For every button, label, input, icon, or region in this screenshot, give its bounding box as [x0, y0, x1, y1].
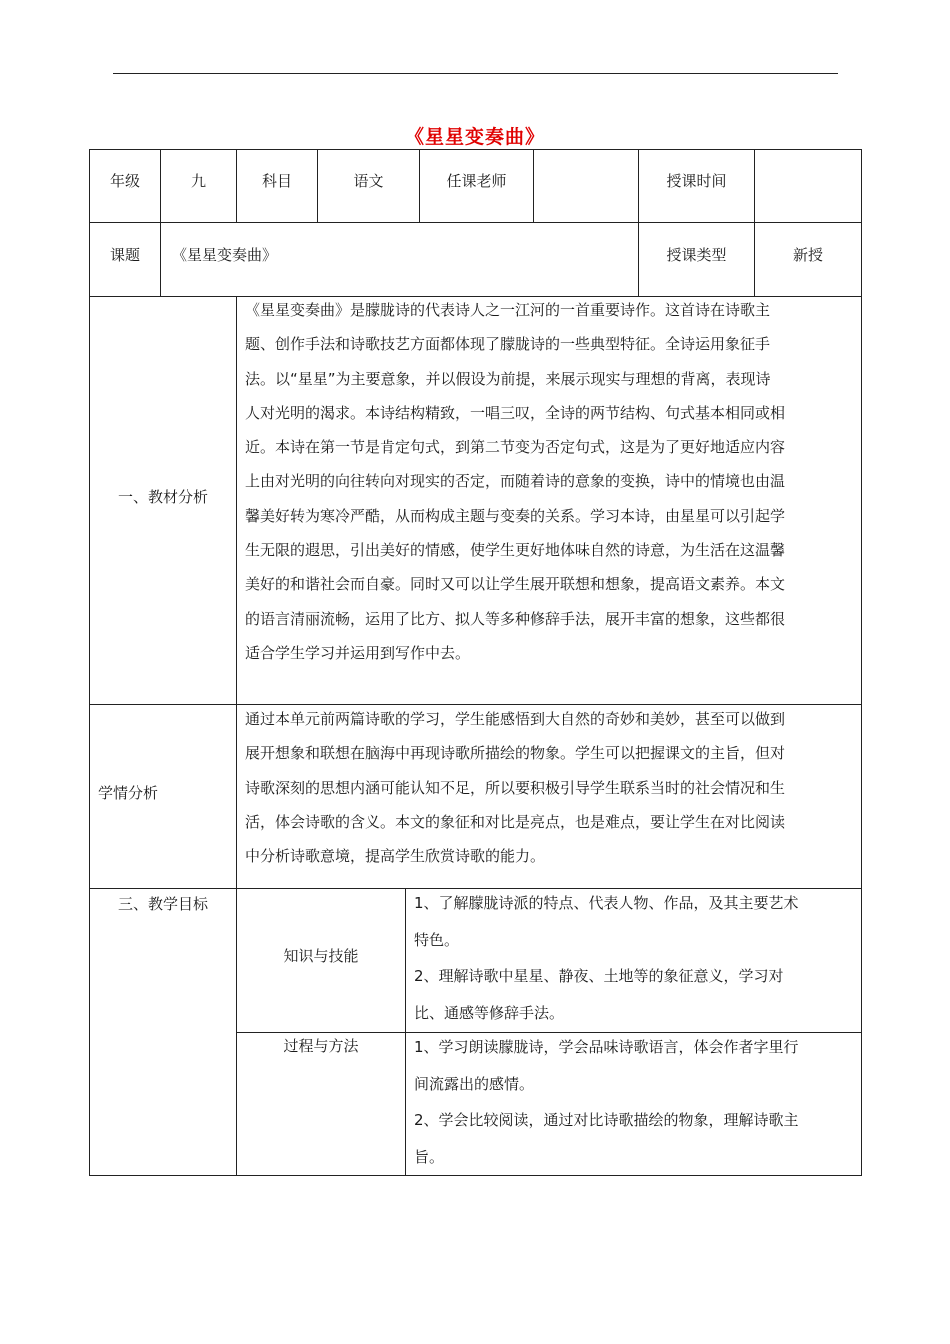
teaching-goals-label: 三、教学目标	[117, 895, 208, 913]
process-methods-text: 1、学习朗读朦胧诗，学会品味诗歌语言，体会作者字里行 间流露出的感情。 2、学会比较阅读，通过对比诗歌描绘的物象，理解诗歌主 旨。	[414, 1038, 799, 1166]
material-analysis-text: 《星星变奏曲》是朦胧诗的代表诗人之一江河的一首重要诗作。这首诗在诗歌主 题、创作手法和诗歌技艺方面都体现了朦胧诗的一些典型特征。全诗运用象征手 法。以“星星”为主要意象，并以假设为前提，来展示现实与理想的背离，表现诗 人对光明的渴求。本诗结构精致，一唱三叹，全诗的两节结构、句式基本相同或相 近。本诗在第一节是肯定句式，到第二节变为否定句式，这是为了更好地适应内容 上由对光明的向往转向对现实的否定，而随着诗的意象的变换，诗中的情境也由温 馨美好转为寒冷严酷，从而构成主题与变奏的关系。学习本诗，由星星可以引起学 生无限的遐思，引出美好的情感，使学生更好地体味自然的诗意，为生活在这温馨 美好的和谐社会而自豪。同时又可以让学生展开联想和想象，提高语文素养。本文 的语言清丽流畅，运用了比方、拟人等多种修辞手法，展开丰富的想象，这些都很 适合学生学习并运用到写作中去。	[245, 301, 786, 662]
topic-label: 课题	[109, 246, 140, 264]
knowledge-skills-label: 知识与技能	[283, 947, 359, 965]
student-analysis-label: 学情分析	[98, 784, 159, 802]
topic-value: 《星星变奏曲》	[172, 246, 278, 264]
material-analysis-label: 一、教材分析	[117, 488, 208, 506]
process-methods-label: 过程与方法	[283, 1037, 359, 1055]
grade-label: 年级	[109, 172, 140, 190]
knowledge-skills-text: 1、了解朦胧诗派的特点、代表人物、作品，及其主要艺术 特色。 2、理解诗歌中星星、静夜、土地等的象征意义，学习对 比、通感等修辞手法。	[414, 894, 799, 1022]
student-analysis-text: 通过本单元前两篇诗歌的学习，学生能感悟到大自然的奇妙和美妙，甚至可以做到 展开想象和联想在脑海中再现诗歌所描绘的物象。学生可以把握课文的主旨，但对 诗歌深刻的思想内涵可能认知不足，所以要积极引导学生联系当时的社会情况和生 活，体会诗歌的含义。本文的象征和对比是亮点，也是难点，要让学生在对比阅读 中分析诗歌意境，提高学生欣赏诗歌的能力。	[245, 710, 786, 866]
type-label: 授课类型	[666, 246, 727, 264]
grade-value: 九	[190, 172, 206, 190]
page-title: 《星星变奏曲》	[404, 126, 545, 148]
subject-value: 语文	[353, 172, 384, 190]
teacher-label: 任课老师	[446, 172, 507, 190]
subject-label: 科目	[261, 172, 292, 190]
time-label: 授课时间	[666, 172, 727, 190]
type-value: 新授	[792, 246, 823, 264]
